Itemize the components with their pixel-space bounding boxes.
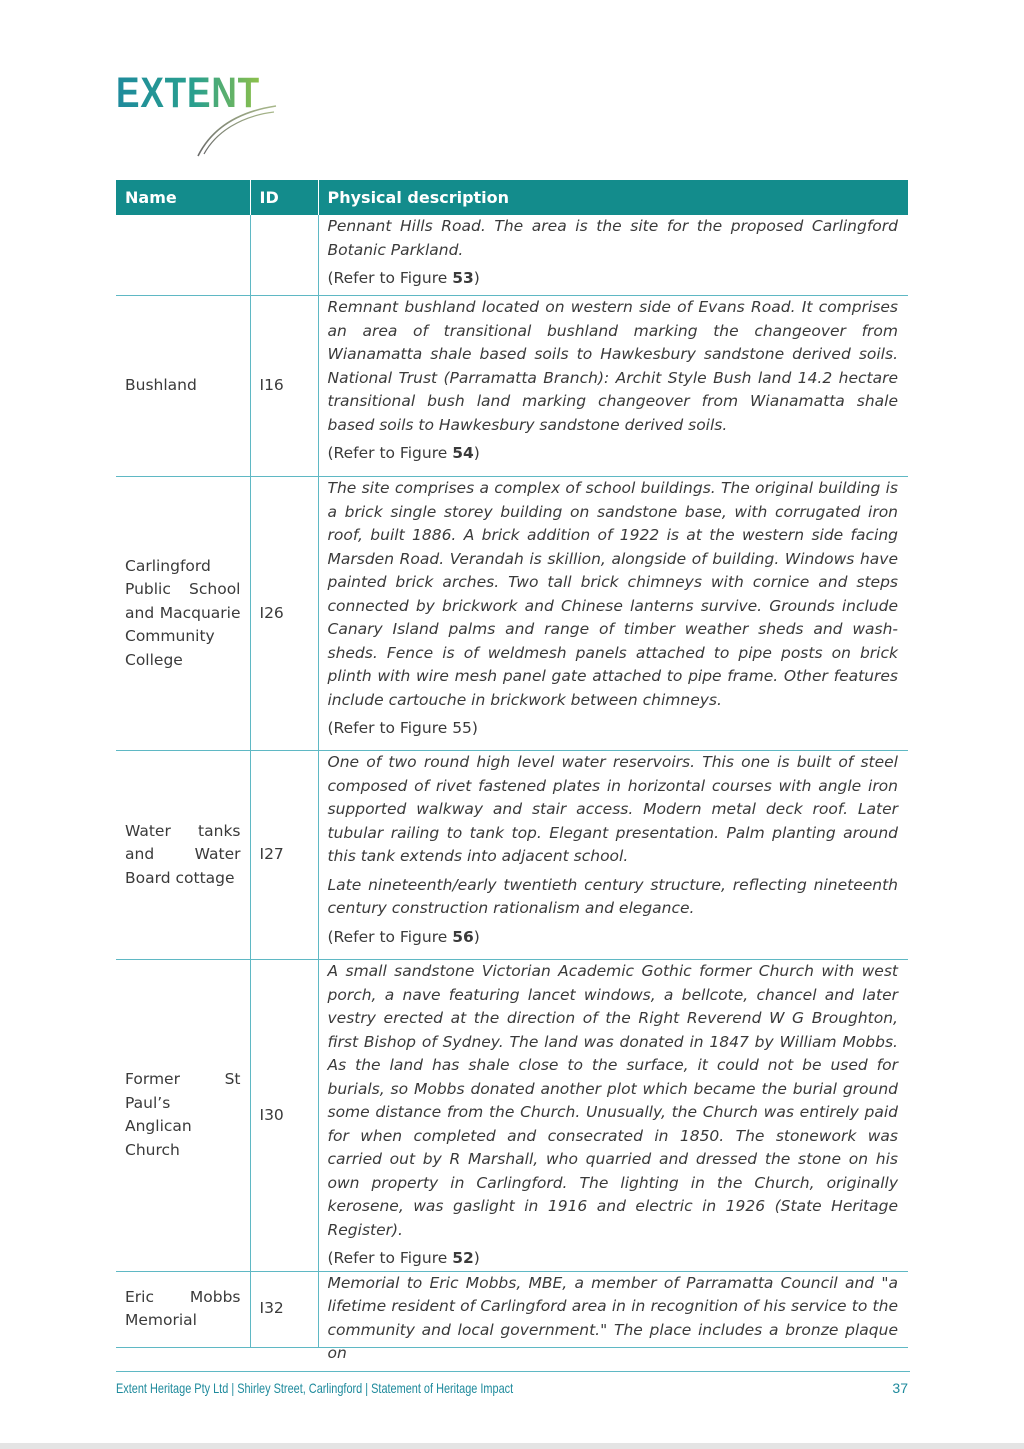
item-name: Eric Mobbs Memorial [116,1271,250,1347]
description-paragraph: Pennant Hills Road. The area is the site for the proposed Carlingford Botanic Parkland. [327,217,898,259]
item-description [318,477,908,751]
table-header-row [116,180,908,215]
footer-divider [116,1371,910,1372]
description-paragraph: The site comprises a complex of school buildings. The original building is a brick single storey building on sandstone base, with corrugated iron roof, built 1886. A brick addition of 1922 is at the western side facing Marsden Road. Verandah is skillion, alongside of building. Windows have painted brick arches. Two tall brick chimneys with cornice and steps connected by brickwork and Chinese lanterns survive. Grounds include Canary Island palms and range of timber weather sheds and wash-sheds. Fence is of weldmesh panels attached to pipe posts on brick plinth with wire mesh panel gate attached to pipe frame. Other features include cartouche in brickwork between chimneys. [327,479,898,709]
description-paragraph: Remnant bushland located on western side of Evans Road. It comprises an area of transitional bushland marking the changeover from Wianamatta shale based soils to Hawkesbury sandstone derived soils. National Trust (Parramatta Branch): Archit Style Bush land 14.2 hectare transitional bush land marking changeover from Wianamatta shale based soils to Hawkesbury sandstone derived soils. [327,298,898,434]
figure-reference: (Refer to Figure 52) [327,1249,480,1267]
figure-reference: (Refer to Figure 55) [327,719,478,737]
item-id: I30 [250,960,318,1272]
item-name: Water tanks and Water Board cottage [116,751,250,960]
footer-text: Extent Heritage Pty Ltd | Shirley Street, Carlingford | Statement of Heritage Impact [116,1380,514,1396]
figure-number: 54 [452,444,474,462]
figure-number: 56 [452,927,474,946]
column-header-id: ID [250,180,318,215]
item-name: Carlingford Public School and Macquarie Community College [116,477,250,751]
item-id: I32 [250,1271,318,1347]
item-description [318,215,908,296]
item-name: Former St Paul’s Anglican Church [116,960,250,1272]
page-bottom-edge [0,1443,1024,1449]
page-number: 37 [892,1380,908,1396]
item-name: Bushland [116,296,250,477]
table-row [116,296,908,477]
table-row [116,960,908,1272]
logo-swoosh-icon [116,70,286,160]
extent-logo [116,70,286,160]
item-id: I26 [250,477,318,751]
item-name [116,215,250,296]
column-header-name: Name [116,180,250,215]
figure-reference: (Refer to Figure 56) [327,927,480,946]
table-row [116,215,908,296]
item-description [318,751,908,960]
table-row [116,1271,908,1347]
item-id: I27 [250,751,318,960]
item-id [250,215,318,296]
table-row [116,751,908,960]
description-paragraph: One of two round high level water reservoirs. This one is built of steel composed of rivet fastened plates in horizontal courses with angle iron supported walkway and stair access. Modern metal deck roof. Later tubular railing to tank top. Elegant presentation. Palm planting around this tank extends into adjacent school. [327,753,898,865]
heritage-items-table [116,180,908,1362]
item-description [318,960,908,1272]
column-header-description: Physical description [318,180,908,215]
description-paragraph: A small sandstone Victorian Academic Gothic former Church with west porch, a nave featuring lancet windows, a bellcote, chancel and later vestry erected at the direction of the Right Reverend W G Broughton, first Bishop of Sydney. The land was donated in 1847 by William Mobbs. As the land has shale close to the surface, it could not be used for burials, so Mobbs donated another plot which became the burial ground some distance from the Church. Unusually, the Church was entirely paid for when completed and consecrated in 1850. The stonework was carried out by R Marshall, who quarried and dressed the stone on his own property in Carlingford. The lighting in the Church, originally kerosene, was gaslight in 1916 and electric in 1926 (State Heritage Register). [327,962,898,1239]
table-row [116,477,908,751]
figure-reference: (Refer to Figure 54) [327,444,480,462]
figure-number: 52 [452,1249,474,1267]
figure-number: 53 [452,269,474,287]
description-paragraph: Memorial to Eric Mobbs, MBE, a member of Parramatta Council and "a lifetime resident of Carlingford area in in recognition of his service to the community and local government." The place includes a bronze plaque on [327,1273,898,1362]
item-description [318,1271,908,1362]
logo-wordmark: EXTENT [116,69,261,117]
item-description [318,296,908,477]
description-paragraph: Late nineteenth/early twentieth century structure, reflecting nineteenth century construction rationalism and elegance. [327,875,898,917]
item-id: I16 [250,296,318,477]
figure-reference: (Refer to Figure 53) [327,269,480,287]
